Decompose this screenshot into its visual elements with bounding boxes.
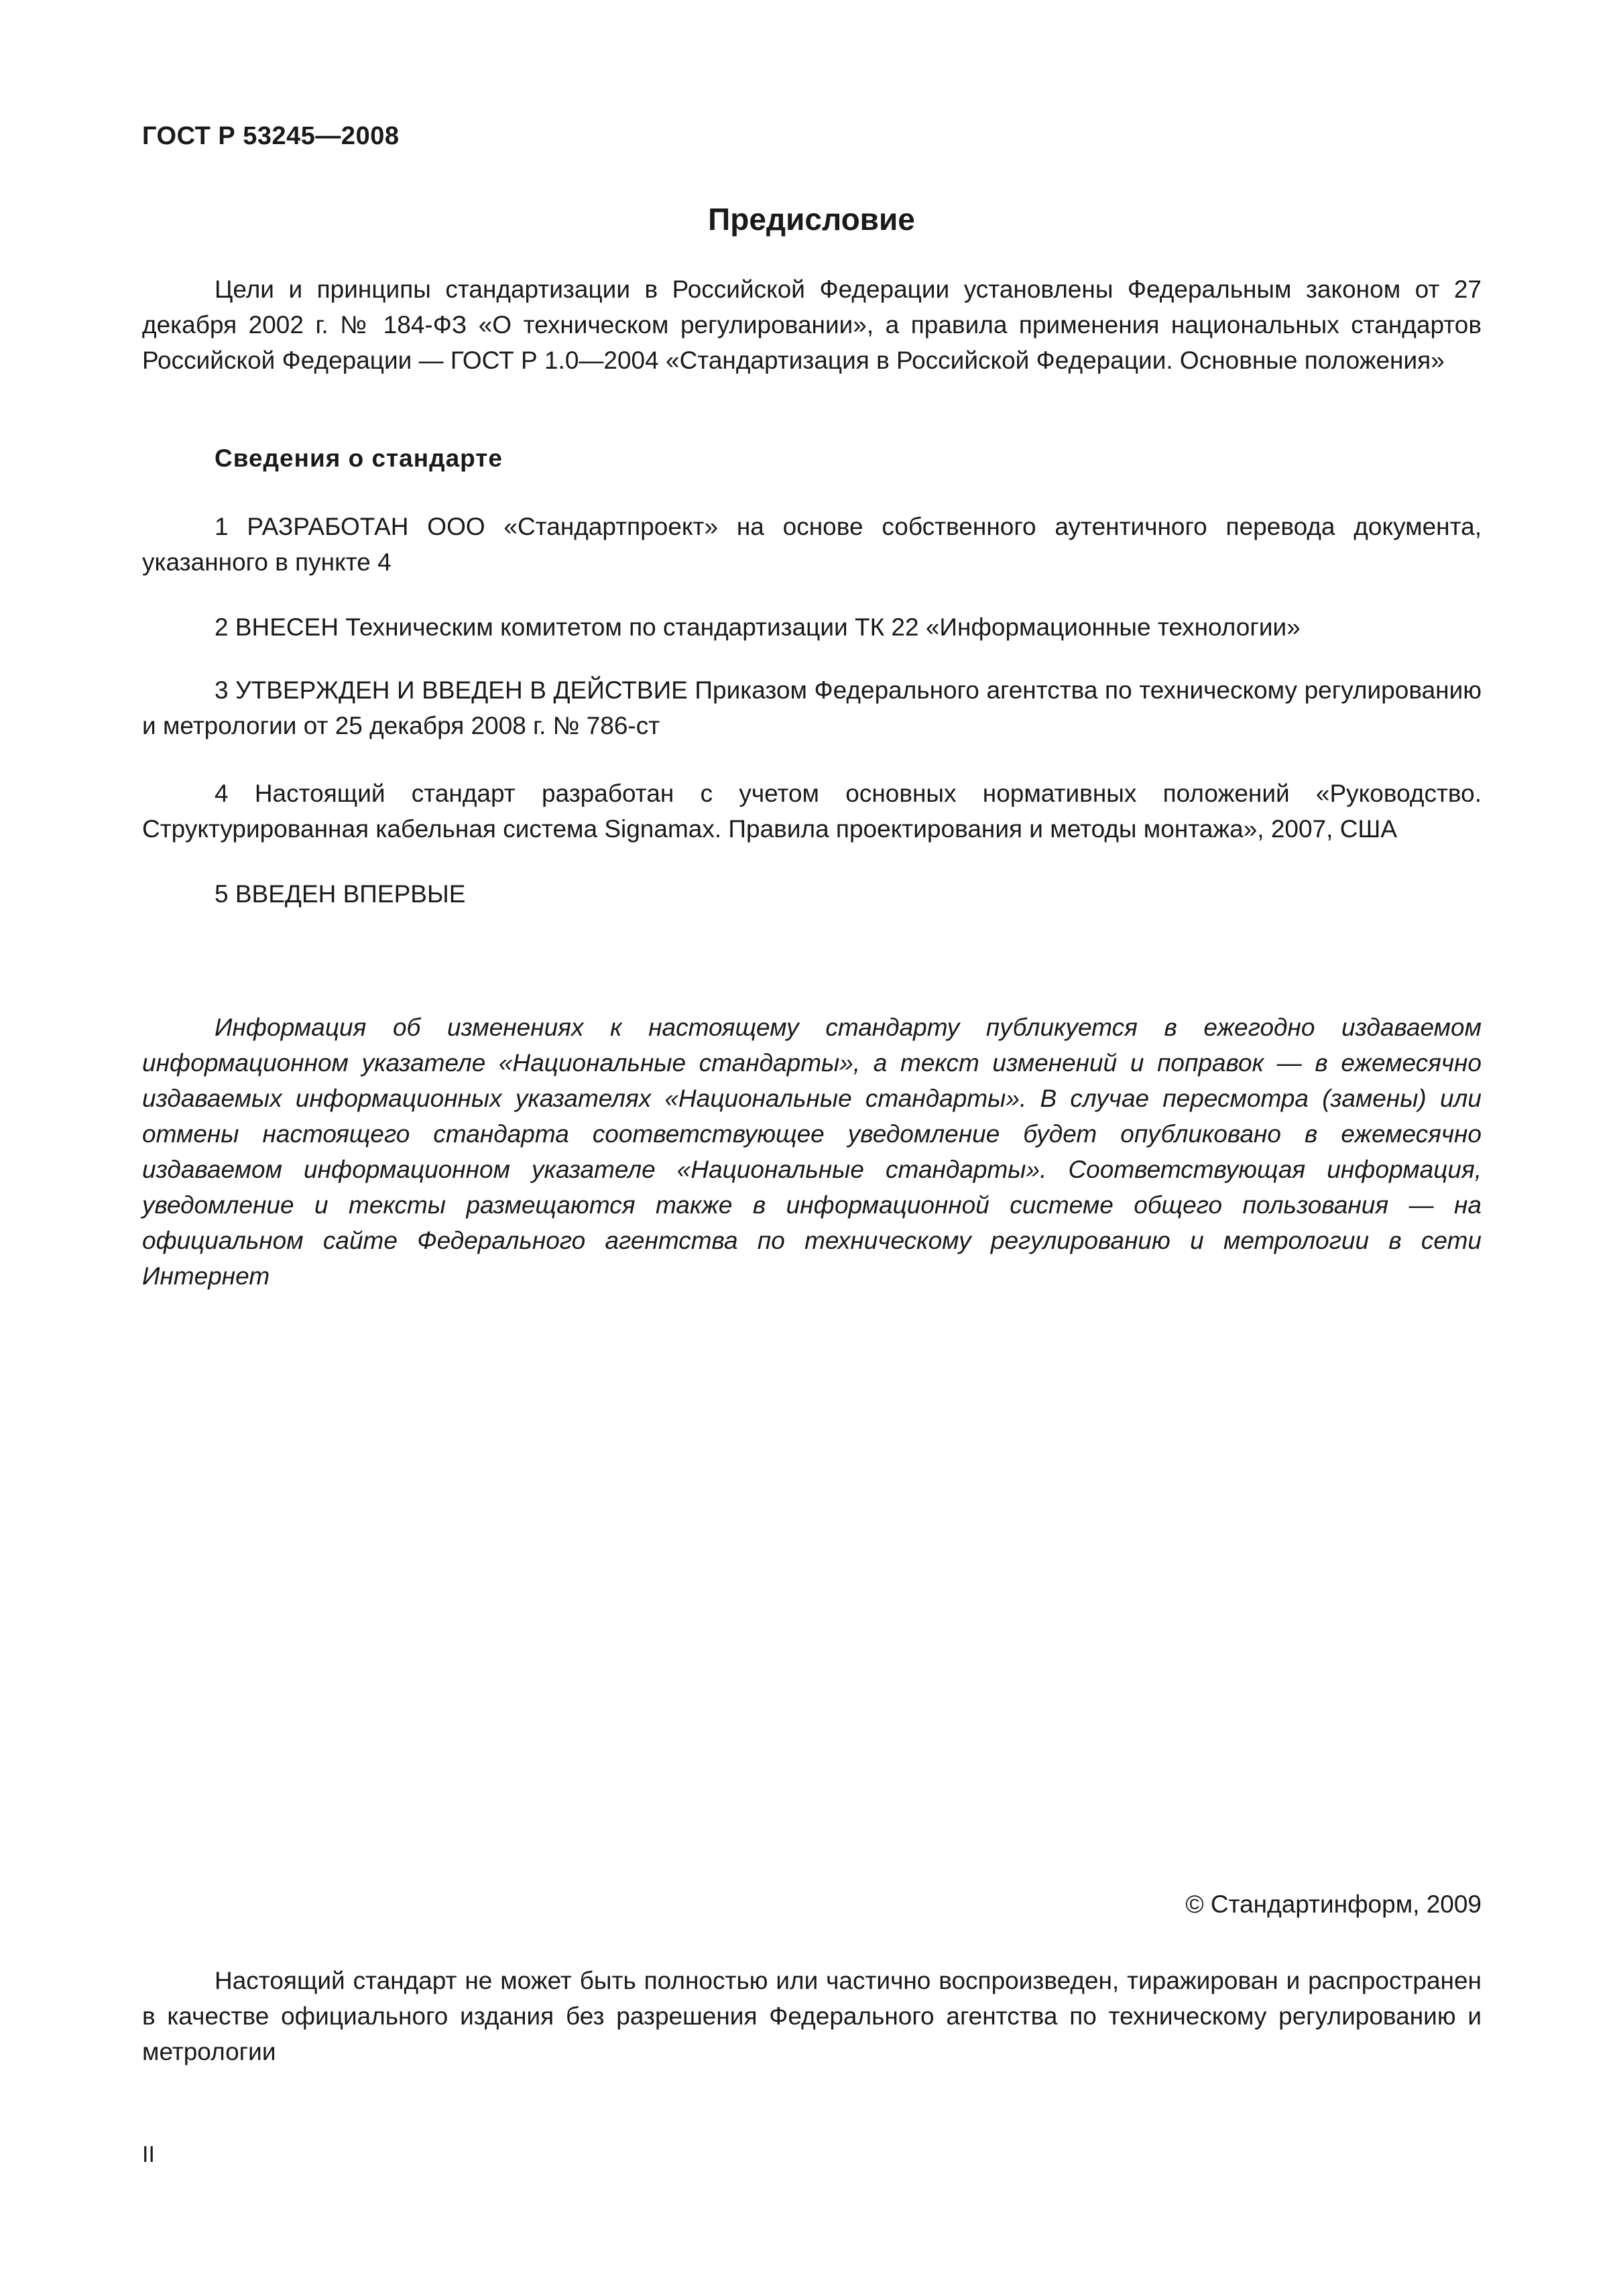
intro-paragraph: Цели и принципы стандартизации в Российской Федерации установлены Федеральным законом от 27 декабря 2002 г. № 184-ФЗ «О техническом регулировании», а правила применения национальных стандартов Российской Федерации — ГОСТ Р 1.0—2004 «Стандартизация в Российской Федерации. Основные положения»: [142, 276, 1482, 374]
info-heading: Сведения о стандарте: [215, 444, 503, 472]
notice-paragraph: Информация об изменениях к настоящему стандарту публикуется в ежегодно издаваемом информационном указателе «Национальные стандарты», а текст изменений и поправок — в ежемесячно издаваемых информационных указателях «Национальные стандарты». В случае пересмотра (замены) или отмены настоящего стандарта соответствующее уведомление будет опубликовано в ежемесячно издаваемом информационном указателе «Национальные стандарты». Соответствующая информация, уведомление и тексты размещаются также в информационной системе общего пользования — на официальном сайте Федерального агентства по техническому регулированию и метрологии в сети Интернет: [142, 1014, 1482, 1290]
info-item-1: 1 РАЗРАБОТАН ООО «Стандартпроект» на основе собственного аутентичного перевода документа, указанного в пункте 4: [142, 513, 1482, 576]
info-item-4: 4 Настоящий стандарт разработан с учетом основных нормативных положений «Руководство. Структурированная кабельная система Signamax. Правила проектирования и методы монтажа», 2007, США: [142, 780, 1482, 843]
copyright-line: © Стандартинформ, 2009: [1185, 1890, 1482, 1918]
standard-code: ГОСТ Р 53245—2008: [142, 122, 400, 150]
reproduction-notice: Настоящий стандарт не может быть полностью или частично воспроизведен, тиражирован и распространен в качестве официального издания без разрешения Федерального агентства по техническому регулированию и метрологии: [142, 1967, 1482, 2065]
info-item-3: 3 УТВЕРЖДЕН И ВВЕДЕН В ДЕЙСТВИЕ Приказом Федерального агентства по техническому регулированию и метрологии от 25 декабря 2008 г. № 786-ст: [142, 676, 1482, 739]
info-item-5: 5 ВВЕДЕН ВПЕРВЫЕ: [215, 880, 466, 908]
info-item-2: 2 ВНЕСЕН Техническим комитетом по стандартизации ТК 22 «Информационные технологии»: [215, 613, 1301, 641]
page-number: II: [142, 2142, 155, 2167]
page-title: Предисловие: [708, 202, 915, 237]
